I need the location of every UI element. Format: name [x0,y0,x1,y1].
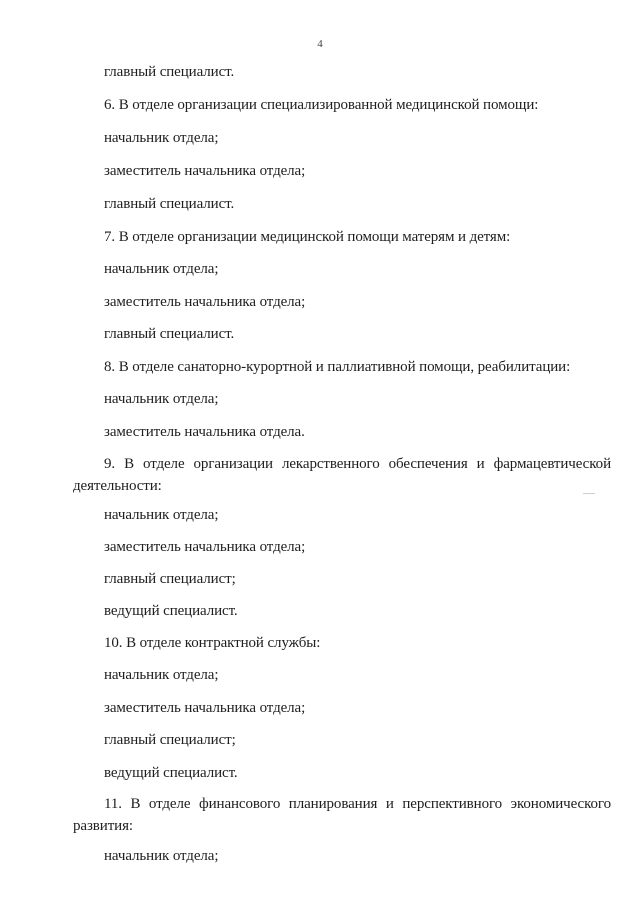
list-item: заместитель начальника отдела; [104,700,306,716]
list-item: ведущий специалист. [104,603,238,619]
heading-line: развития: [73,818,133,834]
list-item: главный специалист; [104,732,236,748]
list-item: начальник отдела; [104,667,219,683]
section-heading-8: 8. В отделе санаторно-курортной и паллиативной помощи, реабилитации: [104,359,571,375]
page-number: 4 [317,38,323,50]
list-item: начальник отдела; [104,391,219,407]
heading-line: деятельности: [73,478,162,494]
heading-line: 9. В отделе организации лекарственного обеспечения и фармацевтической [104,456,611,472]
list-item: заместитель начальника отдела; [104,163,306,179]
section-heading-9 [73,453,611,497]
section-heading-11 [73,793,611,837]
list-item: заместитель начальника отдела; [104,294,306,310]
section-heading-6: 6. В отделе организации специализированной медицинской помощи: [104,97,539,113]
section-heading-7: 7. В отделе организации медицинской помощи матерям и детям: [104,229,511,245]
list-item: начальник отдела; [104,507,219,523]
list-item: главный специалист; [104,571,236,587]
list-item: ведущий специалист. [104,765,238,781]
section-heading-10: 10. В отделе контрактной службы: [104,635,321,651]
list-item: заместитель начальника отдела. [104,424,305,440]
list-item: начальник отдела; [104,848,219,864]
list-item: главный специалист. [104,64,235,80]
list-item: заместитель начальника отдела; [104,539,306,555]
list-item: главный специалист. [104,326,235,342]
heading-line: 11. В отделе финансового планирования и перспективного экономического [104,796,611,812]
list-item: начальник отдела; [104,130,219,146]
list-item: начальник отдела; [104,261,219,277]
list-item: главный специалист. [104,196,235,212]
scan-mark [583,493,595,494]
